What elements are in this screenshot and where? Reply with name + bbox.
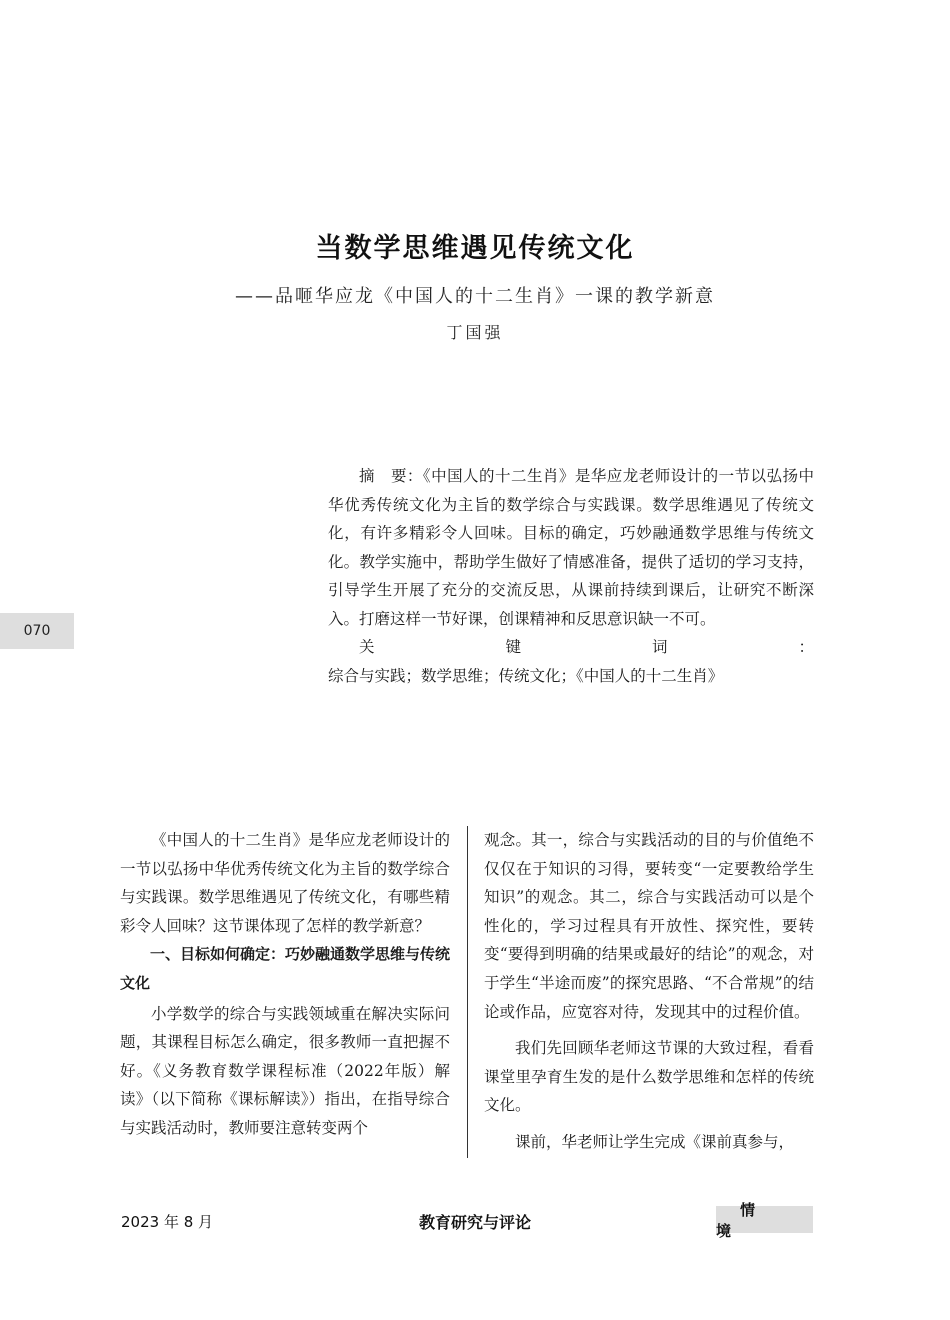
body-paragraph: 小学数学的综合与实践领域重在解决实际问题，其课程目标怎么确定，很多教师一直把握不好。《义务教育数学课程标准（2022年版）解读》（以下简称《课标解读》）指出，在指导综合与实践活动时，教师要注意转变两个: [120, 1004, 450, 1137]
body-column-left: [120, 826, 450, 1143]
abstract-label: 摘 要：: [359, 467, 423, 485]
article-author: 丁国强: [446, 323, 504, 342]
abstract-text: 《中国人的十二生肖》是华应龙老师设计的一节以弘扬中华优秀传统文化为主旨的数学综合与实践课。数学思维遇见了传统文化，有许多精彩令人回味。目标的确定，巧妙融通数学思维与传统文化。教学实施中，帮助学生做好了情感准备，提供了适切的学习支持，引导学生开展了充分的交流反思，从课前持续到课后，让研究不断深入。打磨这样一节好课，创课精神和反思意识缺一不可。: [328, 467, 814, 628]
keywords-text: 综合与实践；数学思维；传统文化；《中国人的十二生肖》: [328, 666, 724, 685]
keywords-label: 关键词：: [359, 638, 814, 656]
body-paragraph: 《中国人的十二生肖》是华应龙老师设计的一节以弘扬中华优秀传统文化为主旨的数学综合与实践课。数学思维遇见了传统文化，有哪些精彩令人回味？这节课体现了怎样的教学新意？: [120, 831, 450, 935]
body-paragraph: 观念。其一，综合与实践活动的目的与价值绝不仅仅在于知识的习得，要转变“一定要教给学生知识”的观念。其二，综合与实践活动可以是个性化的，学习过程具有开放性、探究性，要转变“要得到明确的结果或最好的结论”的观念，对于学生“半途而废”的探究思路、“不合常规”的结论或作品，应宽容对待，发现其中的过程价值。: [484, 831, 814, 1021]
keywords-paragraph: [328, 633, 814, 690]
abstract-block: [328, 462, 814, 690]
page-number-tab: 070: [0, 613, 74, 649]
body-paragraph: 课前，华老师让学生完成《课前真参与，: [515, 1132, 795, 1151]
body-paragraph: 我们先回顾华老师这节课的大致过程，看看课堂里孕育生发的是什么数学思维和怎样的传统文化。: [484, 1039, 814, 1115]
footer-section-tab: 情境: [716, 1206, 813, 1233]
abstract-paragraph: [328, 462, 814, 633]
footer-journal-name: 教育研究与评论: [418, 1213, 531, 1232]
column-divider: [467, 826, 468, 1158]
section-heading: 一、目标如何确定：巧妙融通数学思维与传统文化: [120, 945, 451, 992]
footer-date: 2023 年 8 月: [121, 1213, 214, 1231]
article-subtitle: ——品咂华应龙《中国人的十二生肖》一课的教学新意: [235, 286, 715, 307]
article-title: 当数学思维遇见传统文化: [315, 233, 635, 264]
body-column-right: [484, 826, 814, 1157]
